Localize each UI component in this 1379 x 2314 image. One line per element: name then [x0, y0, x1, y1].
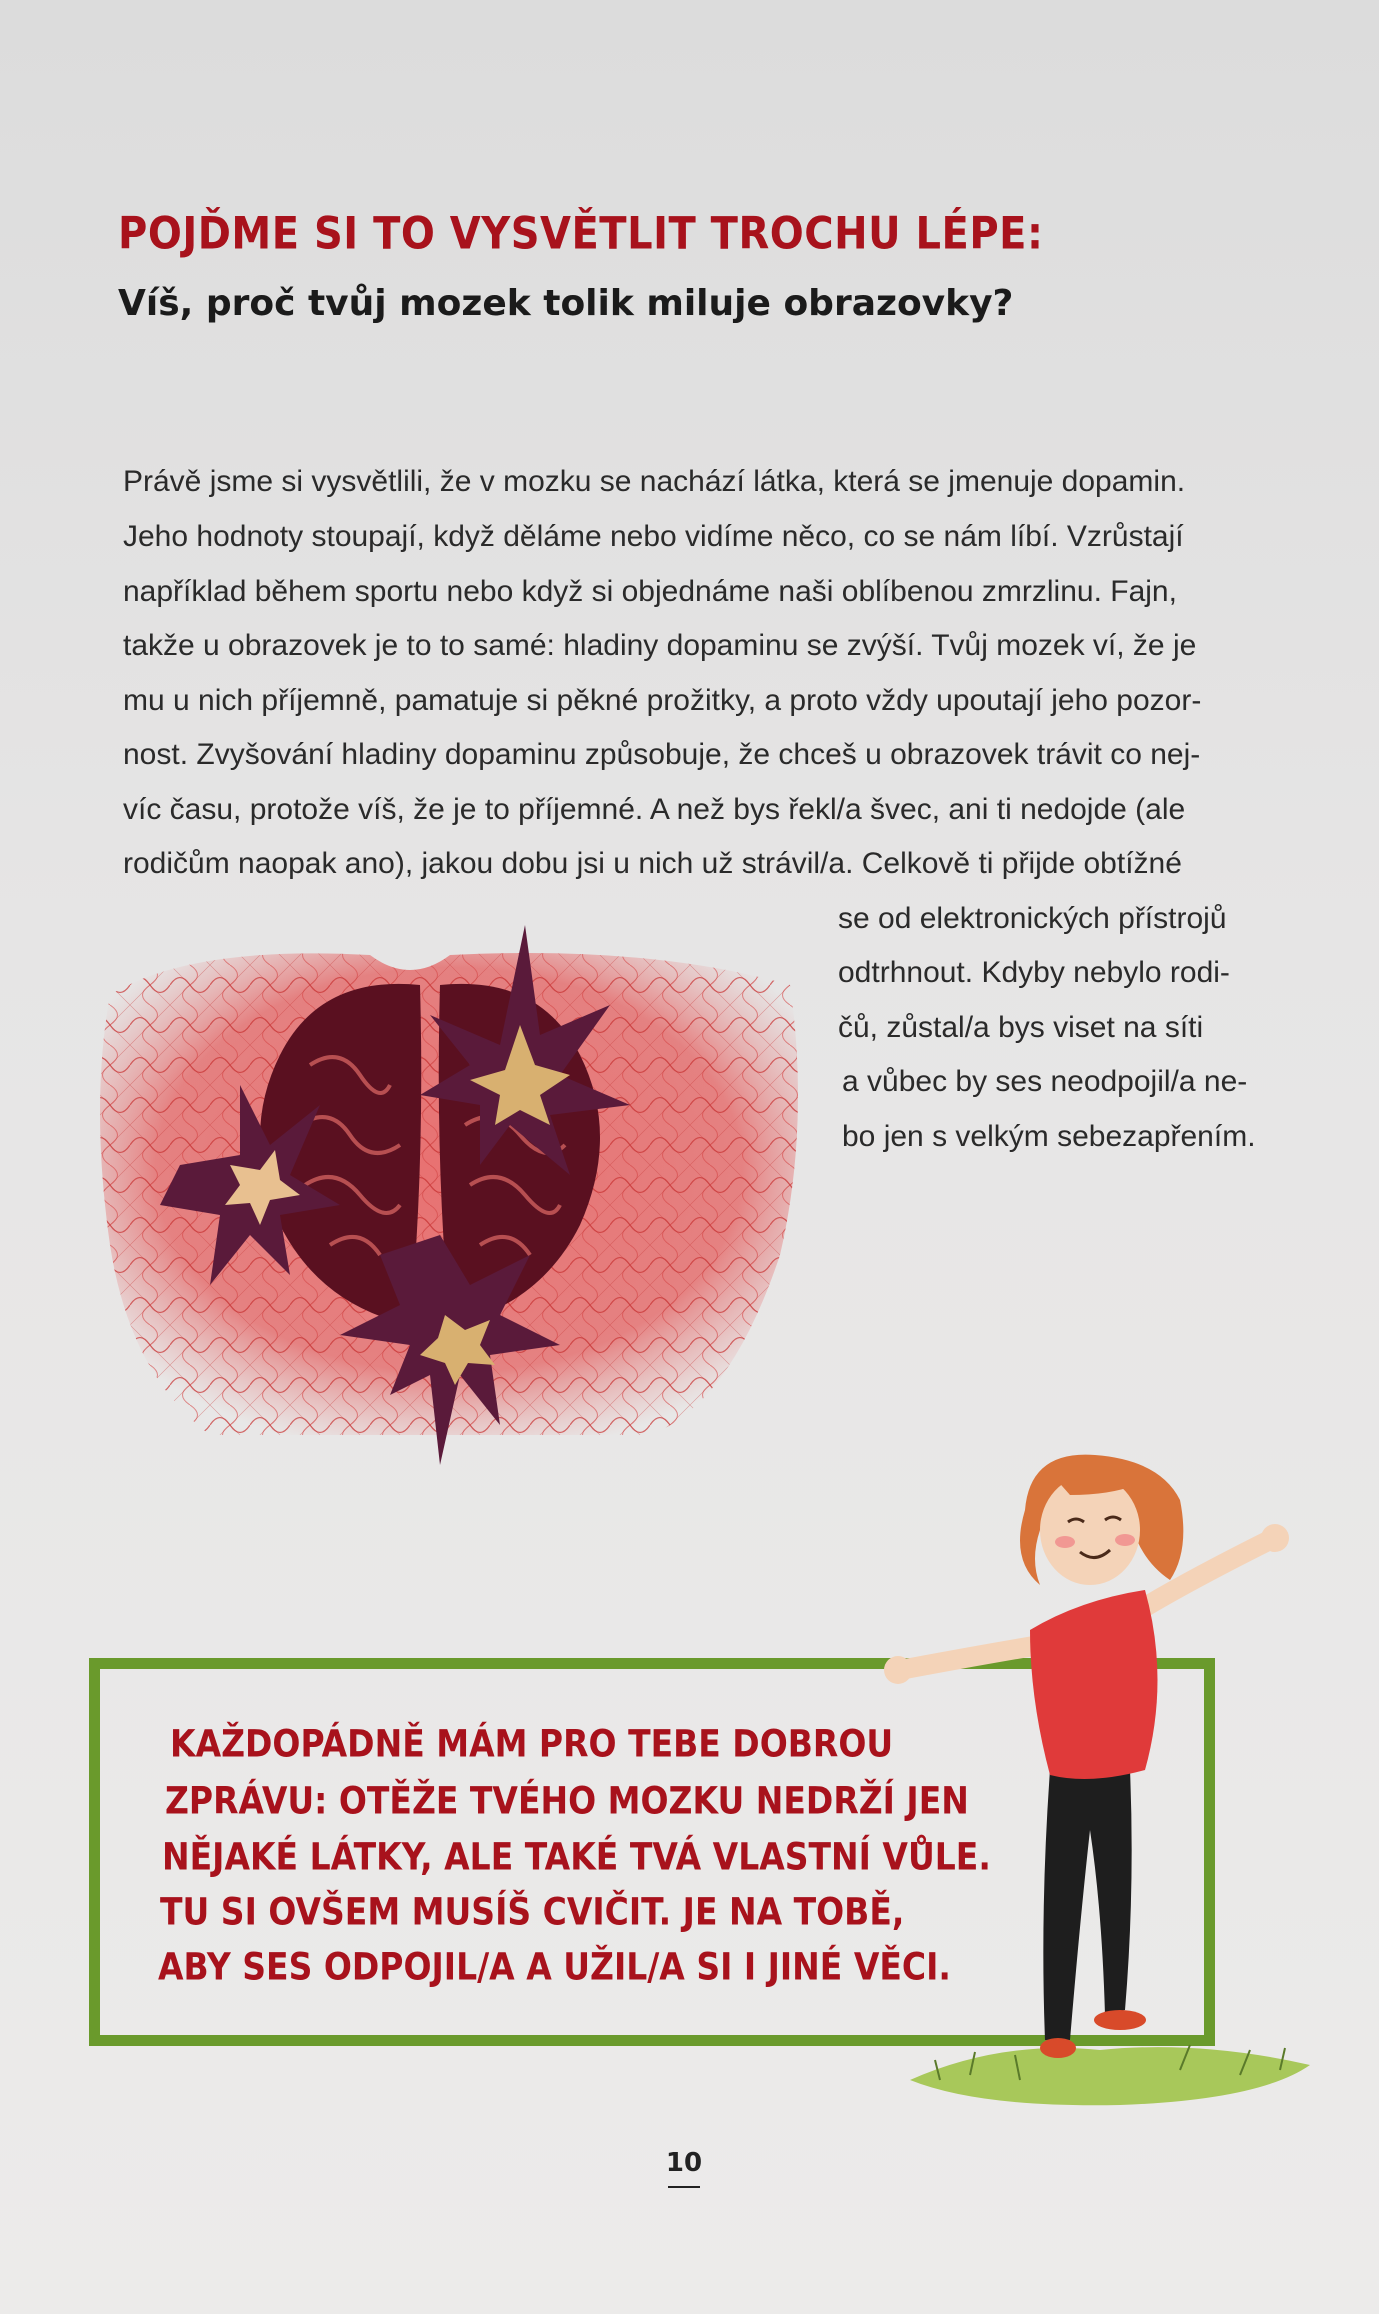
section-subheading: Víš, proč tvůj mozek tolik miluje obrazovky?	[118, 283, 1014, 324]
callout-line: KAŽDOPÁDNĚ MÁM PRO TEBE DOBROU	[170, 1722, 894, 1766]
girl-left-arm	[900, 1645, 1040, 1670]
body-line: odtrhnout. Kdyby nebylo rodi-	[838, 956, 1230, 989]
body-line: Právě jsme si vysvětlili, že v mozku se nachází látka, která se jmenuje dopamin.	[123, 465, 1186, 498]
page-number-underline	[668, 2186, 700, 2188]
callout-line: TU SI OVŠEM MUSÍŠ CVIČIT. JE NA TOBĚ,	[160, 1890, 905, 1934]
body-line: například během sportu nebo když si objednáme naši oblíbenou zmrzlinu. Fajn,	[123, 575, 1177, 608]
body-line: se od elektronických přístrojů	[838, 902, 1227, 935]
grass-patch	[910, 2047, 1310, 2105]
callout-line: ZPRÁVU: OTĚŽE TVÉHO MOZKU NEDRŽÍ JEN	[165, 1779, 969, 1823]
body-line: nost. Zvyšování hladiny dopaminu způsobuje, že chceš u obrazovek trávit co nej-	[123, 738, 1201, 771]
brain-with-sparks-illustration	[90, 925, 810, 1475]
body-line: takže u obrazovek je to to samé: hladiny dopaminu se zvýší. Tvůj mozek ví, že je	[123, 629, 1197, 662]
girl-legs	[1043, 1770, 1131, 2040]
section-heading: POJĎME SI TO VYSVĚTLIT TROCHU LÉPE:	[118, 208, 1044, 260]
body-line: bo jen s velkým sebezapřením.	[842, 1120, 1256, 1153]
page-number: 10	[665, 2148, 703, 2178]
body-line: čů, zůstal/a bys viset na síti	[838, 1011, 1204, 1044]
callout-line: NĚJAKÉ LÁTKY, ALE TAKÉ TVÁ VLASTNÍ VŮLE.	[162, 1835, 991, 1879]
body-line: a vůbec by ses neodpojil/a ne-	[842, 1065, 1248, 1098]
happy-girl-arms-open-illustration	[880, 1440, 1320, 2110]
body-line: rodičům naopak ano), jakou dobu jsi u nich už strávil/a. Celkově ti přijde obtížné	[123, 847, 1182, 880]
body-line: Jeho hodnoty stoupají, když děláme nebo vidíme něco, co se nám líbí. Vzrůstají	[123, 520, 1184, 553]
body-line: mu u nich příjemně, pamatuje si pěkné prožitky, a proto vždy upoutají jeho pozor-	[123, 684, 1202, 717]
callout-line: ABY SES ODPOJIL/A A UŽIL/A SI I JINÉ VĚCI.	[158, 1945, 951, 1989]
girl-red-shirt	[1030, 1590, 1158, 1779]
body-line: víc času, protože víš, že je to příjemné. A než bys řekl/a švec, ani ti nedojde (ale	[123, 793, 1186, 826]
